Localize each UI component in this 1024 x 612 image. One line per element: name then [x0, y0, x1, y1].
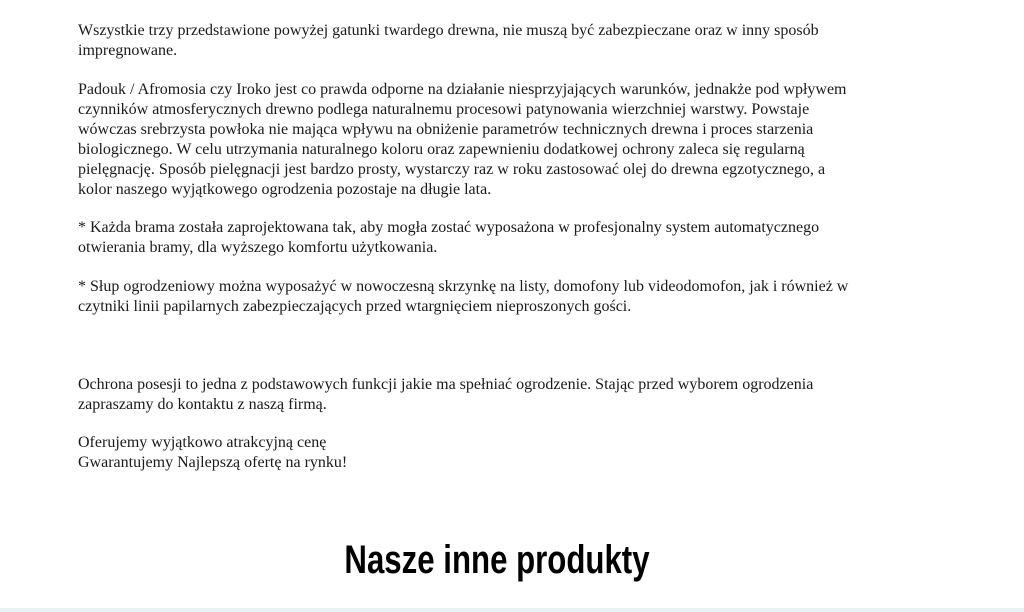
bottom-divider	[0, 608, 1024, 612]
offer-paragraph: Oferujemy wyjątkowo atrakcyjną cenę Gwarantujemy Najlepszą ofertę na rynku!	[78, 434, 348, 471]
wood-patina-paragraph: Padouk / Afromosia czy Iroko jest co prawda odporne na działanie niesprzyjających warunków, jednakże pod wpływem czynników atmosferycznych drewno podlega naturalnemu procesowi patynowania wierzchniej warstwy. Powstaje wówczas srebrzysta powłoka nie mająca wpływu na obniżenie parametrów technicznych drewna i proces starzenia biologicznego. W celu utrzymania naturalnego koloru oraz zapewnieniu dodatkowej ochrony zaleca się regularną pielęgnację. Sposób pielęgnacji jest bardzo prosty, wystarczy raz w roku zastosować olej do drewna egzotycznego, a kolor naszego wyjątkowego ogrodzenia pozostaje na długie lata.	[78, 81, 847, 198]
other-products-heading: Nasze inne produkty	[344, 538, 650, 582]
gate-automation-note: * Każda brama została zaprojektowana tak, aby mogła zostać wyposażona w profesjonalny system automatycznego otwierania bramy, dla wyższego komfortu użytkowania.	[78, 219, 820, 256]
property-protection-paragraph: Ochrona posesji to jedna z podstawowych funkcji jakie ma spełniać ogrodzenie. Stając przed wyborem ogrodzenia zapraszamy do kontaktu z naszą firmą.	[78, 376, 814, 413]
fence-post-note: * Słup ogrodzeniowy można wyposażyć w nowoczesną skrzynkę na listy, domofony lub videodomofon, jak i również w czytniki linii papilarnych zabezpieczających przed wtargnięciem nieproszonych gości.	[78, 278, 849, 315]
wood-types-paragraph: Wszystkie trzy przedstawione powyżej gatunki twardego drewna, nie muszą być zabezpieczane oraz w inny sposób impregnowane.	[78, 22, 819, 59]
